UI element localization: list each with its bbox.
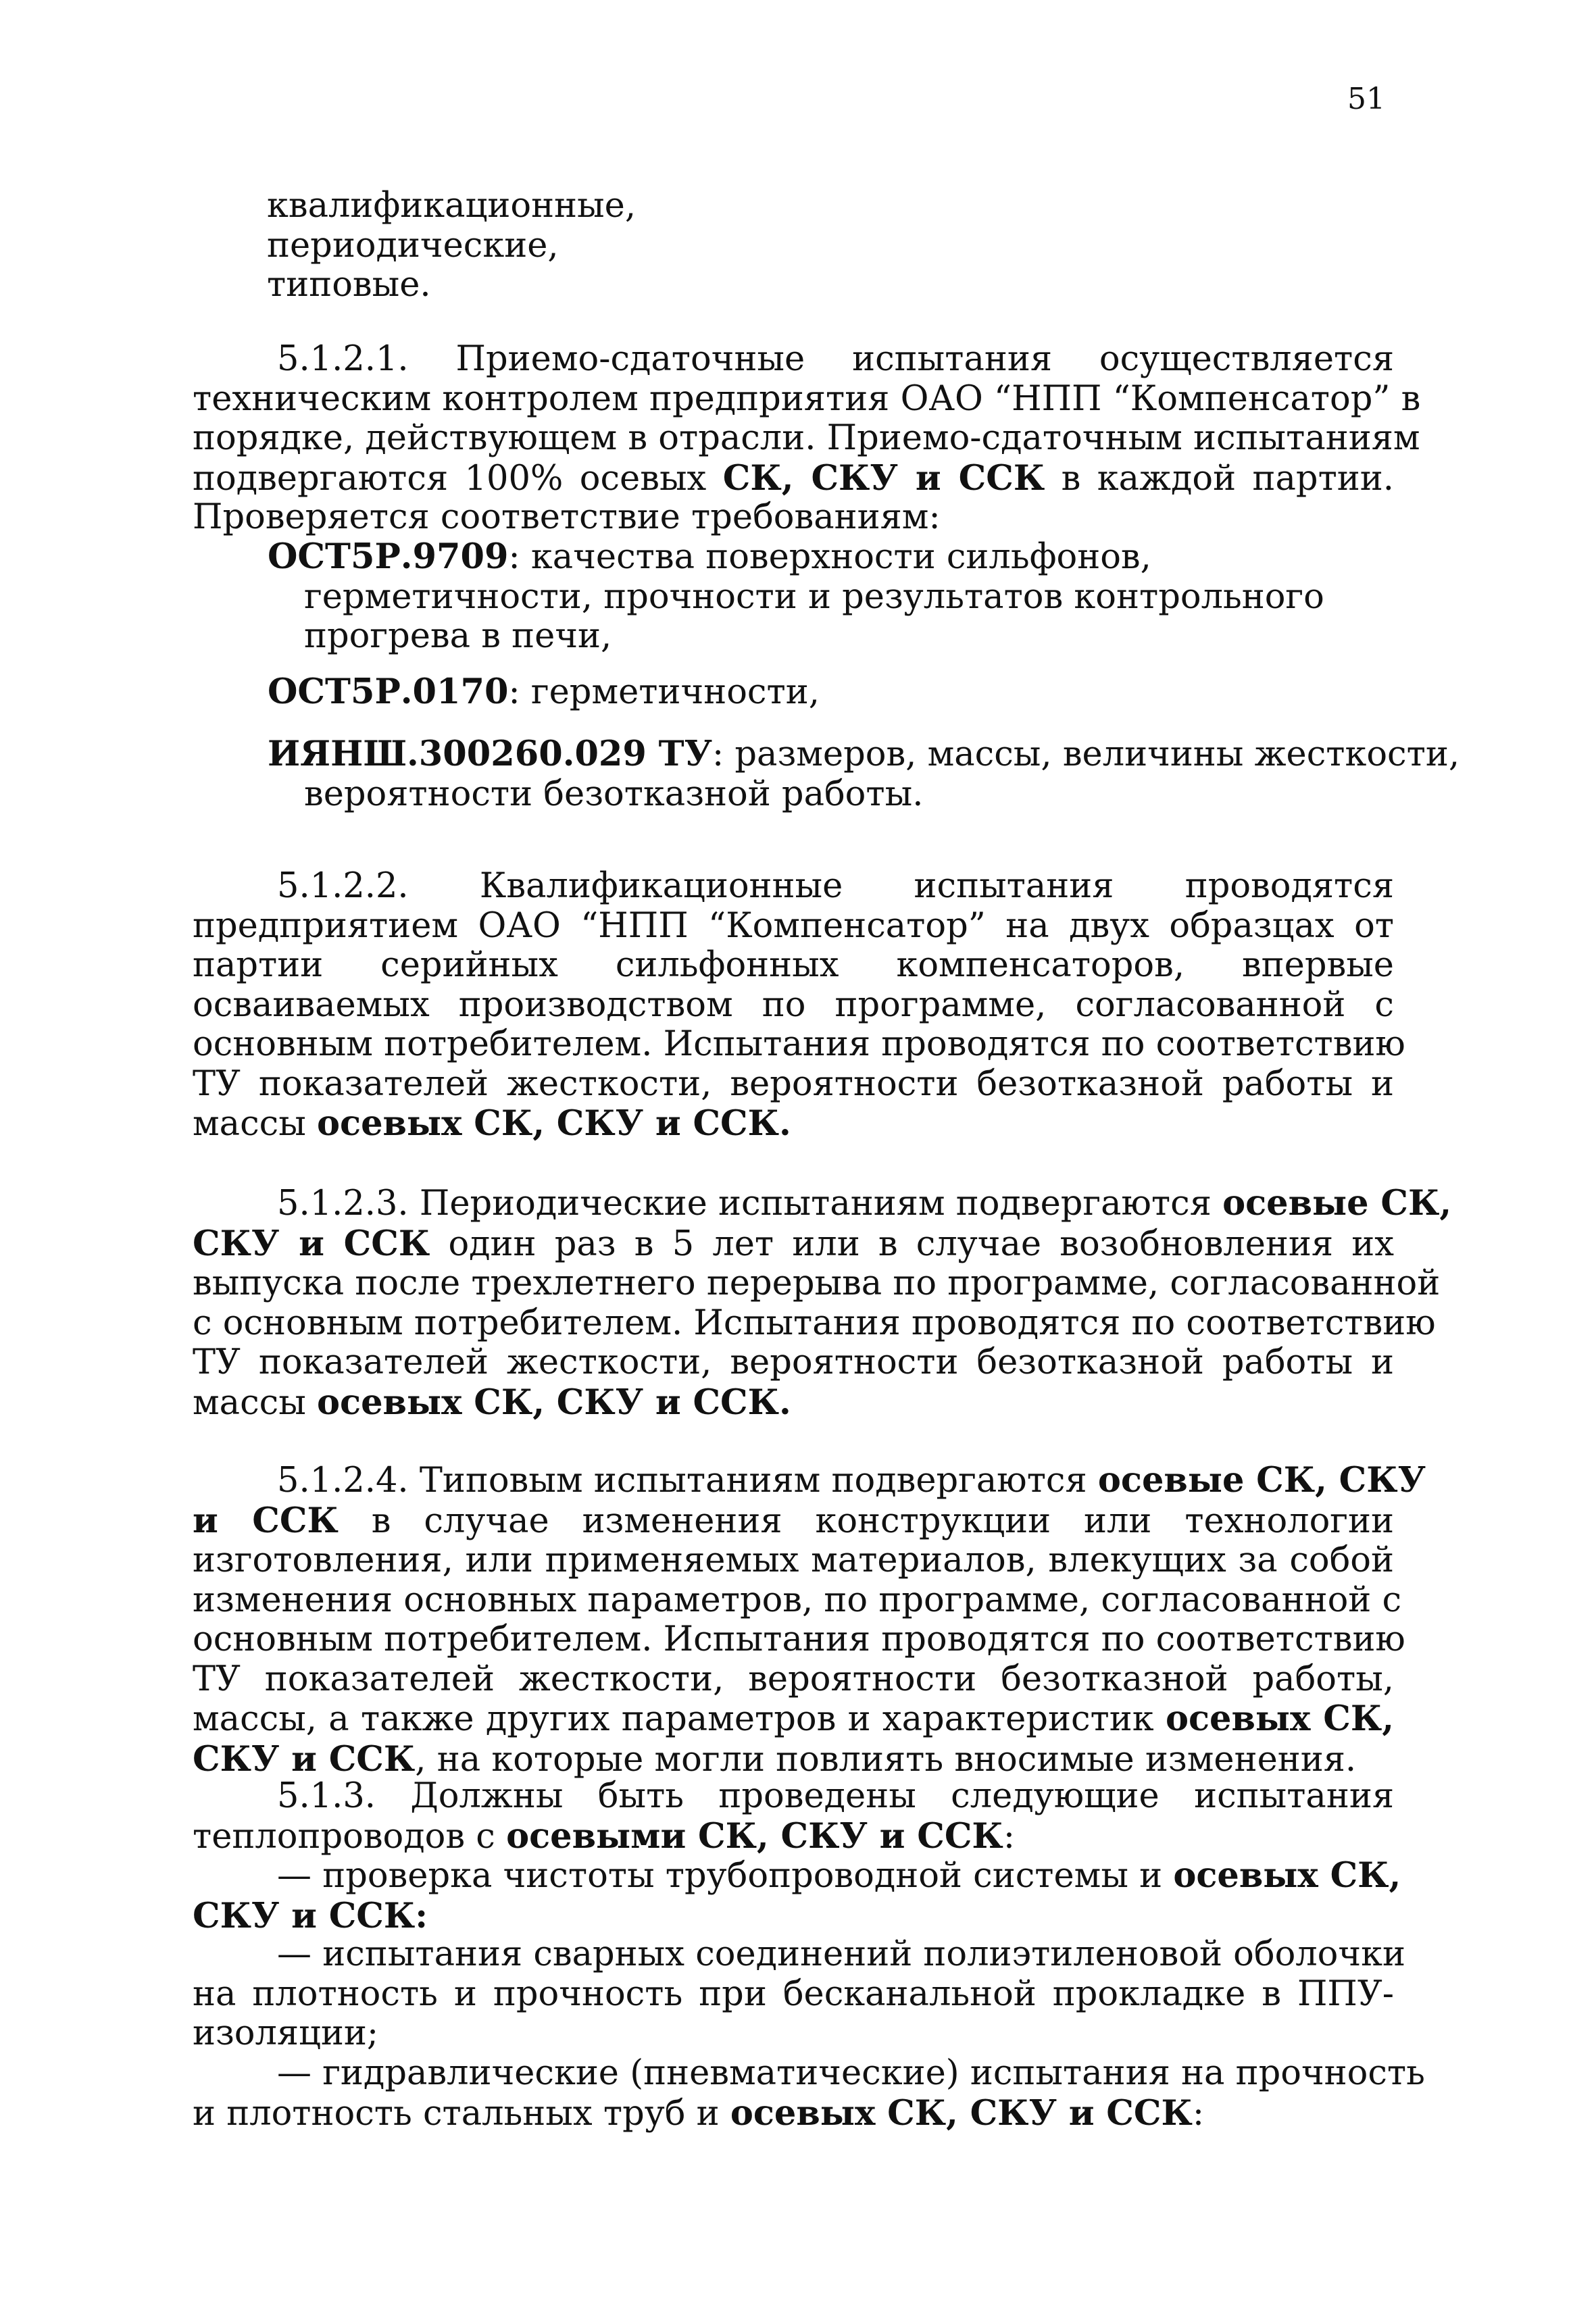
text-line: техническим контролем предприятия ОАО “НПП “Компенсатор” в: [193, 378, 1421, 419]
standard-code: ОСТ5Р.9709: [268, 536, 509, 577]
text-line: предприятием ОАО “НПП “Компенсатор” на двух образцах от: [193, 905, 1394, 946]
text-line: ТУ показателей жесткости, вероятности безотказной работы,: [193, 1659, 1394, 1699]
text-line: прогрева в печи,: [304, 616, 612, 656]
text-line: 5.1.3. Должны быть проведены следующие испытания: [277, 1776, 1394, 1816]
text-line: СКУ и ССК, на которые могли повлиять вносимые изменения.: [193, 1738, 1357, 1780]
standard-requirement: [268, 672, 1396, 713]
text-line: 5.1.2.3. Периодические испытаниям подвергаются осевые СК,: [277, 1183, 1452, 1224]
standard-code: ОСТ5Р.0170: [268, 672, 509, 712]
text-line: 5.1.2.1. Приемо-сдаточные испытания осуществляется: [277, 339, 1394, 379]
text-line: — проверка чистоты трубопроводной системы и осевых СК,: [277, 1855, 1401, 1896]
text-line: массы осевых СК, СКУ и ССК.: [193, 1103, 791, 1144]
text-line: осваиваемых производством по программе, согласованной с: [193, 984, 1394, 1025]
test-types-list: [267, 186, 1416, 305]
text-line: массы осевых СК, СКУ и ССК.: [193, 1382, 791, 1423]
text-line: 5.1.2.2. Квалификационные испытания проводятся: [277, 866, 1394, 906]
text-line: ТУ показателей жесткости, вероятности безотказной работы и: [193, 1342, 1394, 1382]
text-line: с основным потребителем. Испытания проводятся по соответствию: [193, 1303, 1436, 1343]
page-number: 51: [1347, 82, 1385, 116]
text-line: подвергаются 100% осевых СК, СКУ и ССК в каждой партии.: [193, 457, 1394, 499]
paragraph-5-1-3: [193, 1777, 1394, 1857]
text-line: и ССК в случае изменения конструкции или технологии: [193, 1500, 1394, 1541]
text-line: основным потребителем. Испытания проводятся по соответствию: [193, 1619, 1405, 1659]
text-line: СКУ и ССК:: [193, 1895, 428, 1936]
paragraph-5-1-2-2: [193, 866, 1405, 1145]
text-line: массы, а также других параметров и характеристик осевых СК,: [193, 1699, 1394, 1739]
test-item: [193, 2053, 1425, 2134]
text-line: 5.1.2.4. Типовым испытаниям подвергаются осевые СК, СКУ: [277, 1460, 1426, 1501]
text-line: Проверяется соответствие требованиям:: [193, 497, 941, 537]
text-line: и плотность стальных труб и осевых СК, СКУ и ССК:: [193, 2092, 1205, 2134]
text-line: ОСТ5Р.9709: качества поверхности сильфонов,: [268, 536, 1151, 577]
text-line: теплопроводов с осевыми СК, СКУ и ССК:: [193, 1815, 1015, 1857]
text-line: на плотность и прочность при бесканальной прокладке в ППУ-: [193, 1973, 1394, 2014]
paragraph-5-1-2-1-end: [193, 498, 1394, 538]
text-line: — испытания сварных соединений полиэтиленовой оболочки: [277, 1934, 1405, 1974]
paragraph-5-1-2-4: [193, 1460, 1426, 1780]
paragraph-5-1-2-1: [193, 339, 1421, 499]
text-line: партии серийных сильфонных компенсаторов, впервые: [193, 945, 1394, 985]
text-line: изготовления, или применяемых материалов, влекущих за собой: [193, 1540, 1394, 1580]
text-line: — гидравлические (пневматические) испытания на прочность: [277, 2053, 1425, 2093]
text-line: основным потребителем. Испытания проводятся по соответствию: [193, 1024, 1405, 1064]
text-line: выпуска после трехлетнего перерыва по программе, согласованной: [193, 1263, 1441, 1303]
paragraph-5-1-2-3: [193, 1183, 1452, 1423]
test-item: [193, 1855, 1401, 1936]
standard-code: ИЯНШ.300260.029 ТУ: [268, 734, 712, 774]
list-item: типовые.: [267, 265, 431, 305]
text-line: герметичности, прочности и результатов контрольного: [304, 576, 1324, 617]
text-line: вероятности безотказной работы.: [304, 774, 924, 814]
list-item: периодические,: [267, 225, 559, 266]
text-line: СКУ и ССК один раз в 5 лет или в случае возобновления их: [193, 1223, 1394, 1264]
text-line: ОСТ5Р.0170: герметичности,: [268, 672, 820, 712]
text-line: ИЯНШ.300260.029 ТУ: размеров, массы, величины жесткости,: [268, 734, 1460, 774]
text-line: изменения основных параметров, по программе, согласованной с: [193, 1580, 1402, 1620]
text-line: изоляции;: [193, 2013, 379, 2053]
test-item: [193, 1934, 1405, 2054]
text-line: порядке, действующем в отрасли. Приемо-сдаточным испытаниям: [193, 418, 1420, 458]
list-item: квалификационные,: [267, 186, 637, 226]
standard-requirement: [268, 734, 1460, 814]
standard-requirement: [268, 537, 1396, 657]
text-line: ТУ показателей жесткости, вероятности безотказной работы и: [193, 1063, 1394, 1104]
